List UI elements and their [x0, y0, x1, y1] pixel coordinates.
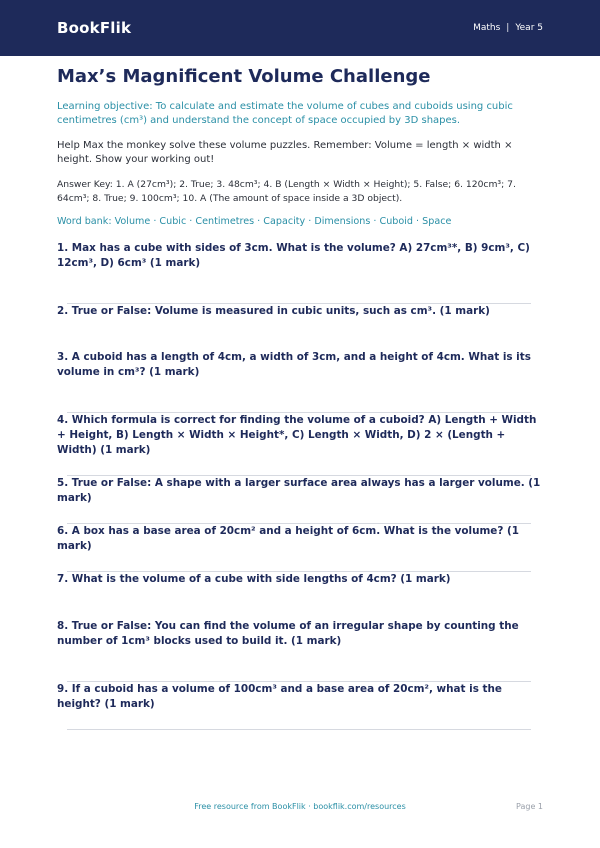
- question-4: [57, 413, 547, 458]
- question-5: [57, 476, 547, 506]
- breadcrumb: [473, 23, 543, 33]
- question-text: 7. What is the volume of a cube with side lengths of 4cm? (1 mark): [57, 573, 451, 585]
- word-bank: Word bank: Volume · Cubic · Centimetres · Capacity · Dimensions · Cuboid · Space: [57, 216, 452, 227]
- question-6: [57, 524, 547, 554]
- question-8: [57, 619, 547, 649]
- answer-key: Answer Key: 1. A (27cm³); 2. True; 3. 48cm³; 4. B (Length × Width × Height); 5. False; 6. 120cm³; 7. 64cm³; 8. True; 9. 100cm³; 10. A (The amount of space inside a 3D object).: [57, 179, 516, 204]
- question-text: 2. True or False: Volume is measured in cubic units, such as cm³. (1 mark): [57, 305, 490, 317]
- breadcrumb-separator: |: [506, 23, 510, 33]
- question-9: [57, 682, 547, 712]
- brand-logo: BookFlik: [57, 19, 132, 37]
- header-bar: [0, 0, 600, 56]
- page-number: Page 1: [516, 802, 543, 811]
- question-text: 8. True or False: You can find the volume of an irregular shape by counting the number of 1cm³ blocks used to build it. (1 mark): [57, 620, 519, 647]
- page-footer: [0, 800, 600, 816]
- question-3: [57, 350, 547, 380]
- year-label: Year 5: [515, 23, 543, 33]
- instructions: Help Max the monkey solve these volume puzzles. Remember: Volume = length × width × height. Show your working out!: [57, 140, 513, 165]
- subject-label: Maths: [473, 23, 501, 33]
- question-text: 6. A box has a base area of 20cm² and a height of 6cm. What is the volume? (1 mark): [57, 525, 519, 552]
- footer-credit-link[interactable]: Free resource from BookFlik · bookflik.com/resources: [194, 802, 406, 811]
- question-text: 1. Max has a cube with sides of 3cm. What is the volume? A) 27cm³*, B) 9cm³, C) 12cm³, D) 6cm³ (1 mark): [57, 242, 530, 269]
- question-1: [57, 241, 547, 271]
- question-2: [57, 304, 547, 319]
- question-text: 9. If a cuboid has a volume of 100cm³ and a base area of 20cm², what is the height? (1 mark): [57, 683, 502, 710]
- question-text: 5. True or False: A shape with a larger surface area always has a larger volume. (1 mark): [57, 477, 541, 504]
- worksheet-intro: [57, 66, 547, 229]
- question-text: 4. Which formula is correct for finding the volume of a cuboid? A) Length + Width + Height, B) Length × Width × Height*, C) Length × Width, D) 2 × (Length + Width) (1 mark): [57, 414, 537, 456]
- question-text: 3. A cuboid has a length of 4cm, a width of 3cm, and a height of 4cm. What is its volume in cm³? (1 mark): [57, 351, 531, 378]
- page-title: Max’s Magnificent Volume Challenge: [57, 66, 431, 87]
- question-7: [57, 572, 547, 587]
- answer-line: [67, 729, 531, 730]
- learning-objective: Learning objective: To calculate and estimate the volume of cubes and cuboids using cubic centimetres (cm³) and understand the concept of space occupied by 3D shapes.: [57, 101, 513, 126]
